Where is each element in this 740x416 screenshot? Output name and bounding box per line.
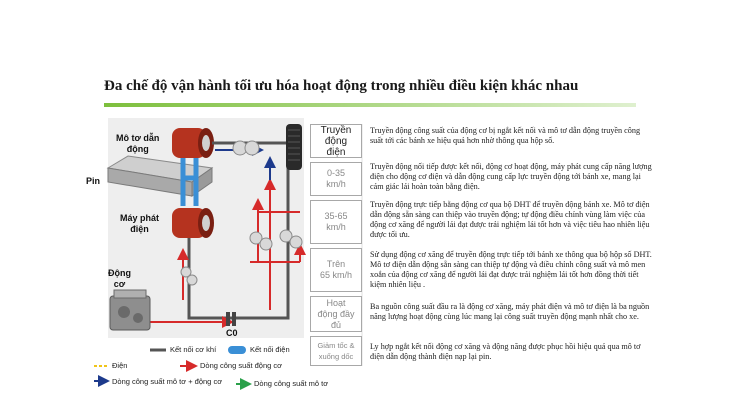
mode-description: Ly hợp ngắt kết nối động cơ xăng và động năng được phục hồi hiệu quả qua mô tơ điện dẫn động thành điện nạp lại pin. xyxy=(370,342,641,361)
motor-coil xyxy=(172,128,214,158)
wheel-icon xyxy=(286,124,302,170)
engine-label: Động cơ xyxy=(108,268,131,289)
battery-label: Pin xyxy=(86,176,101,186)
legend-motor-label: Dòng công suất mô tơ xyxy=(254,379,329,388)
mode-description: Truyền động trực tiếp bằng động cơ qua bộ DHT để truyền động bánh xe. Mô tơ điện dẫn động sẵn sàng can thiệp vào truyền động; tự động điều chỉnh vùng làm việc của động cơ xăng để người lái đạt được trải nghiệm lái tốt hơn và việc tiêu hao nhiên liệu được tối ưu. xyxy=(370,200,650,239)
legend-engine-label: Dòng công suất động cơ xyxy=(200,361,283,370)
mode-description: Truyền động công suất của động cơ bị ngắt kết nối và mô tơ dẫn động truyền công suất tới các bánh xe hiệu quả hơn nhờ thông qua hộp số. xyxy=(370,126,641,145)
mode-speed: Giảm tốc & xuống dốc xyxy=(310,336,362,366)
generator-label: Máy phát điện xyxy=(120,213,160,234)
legend-combined-label: Dòng công suất mô tơ + động cơ xyxy=(112,377,223,386)
mode-speed: Trên 65 km/h xyxy=(310,248,362,292)
legend-elec-symbol xyxy=(228,346,246,354)
generator-coil xyxy=(172,208,214,238)
mode-description: Ba nguồn công suất đầu ra là động cơ xăng, máy phát điện và mô tơ điện là ba nguồn năng lượng hoạt động cùng lúc mang lại công suất truyền động mạnh nhất cho xe. xyxy=(370,302,650,321)
legend-elec-conn-label: Kết nối điện xyxy=(250,345,290,354)
mode-speed: Truyền động điện xyxy=(310,124,362,158)
legend-mech-label: Kết nối cơ khí xyxy=(170,345,217,354)
mode-speed: 35-65 km/h xyxy=(310,200,362,244)
engine-icon xyxy=(110,290,150,330)
mode-description: Truyền động nối tiếp được kết nối, động cơ hoạt động, máy phát cung cấp năng lượng điện cho động cơ điện và dẫn động cung cấp lực truyền động tới bánh xe, mang lại cảm giác lái hoàn toàn bằng điện. xyxy=(370,162,652,191)
legend-electric-label: Điện xyxy=(112,361,128,370)
mode-speed: 0-35 km/h xyxy=(310,162,362,196)
mode-description: Sử dụng động cơ xăng để truyền động trực tiếp tới bánh xe thông qua bộ hộp số DHT. Mô tơ điện dẫn động sẵn sàng can thiệp tự động và điều chỉnh công suất và mô men xoắn của động cơ xăng để người lái đạt được trải nghiệm lái tốt hơn đồng thời tiết kiệm nhiên liệu . xyxy=(370,250,652,289)
motor-label: Mô tơ dẫn động xyxy=(116,133,160,154)
mode-speed: Hoạt động đầy đủ xyxy=(310,296,362,332)
clutch-label: C0 xyxy=(226,328,238,338)
page-title: Đa chế độ vận hành tối ưu hóa hoạt động trong nhiều điều kiện khác nhau xyxy=(104,78,579,94)
